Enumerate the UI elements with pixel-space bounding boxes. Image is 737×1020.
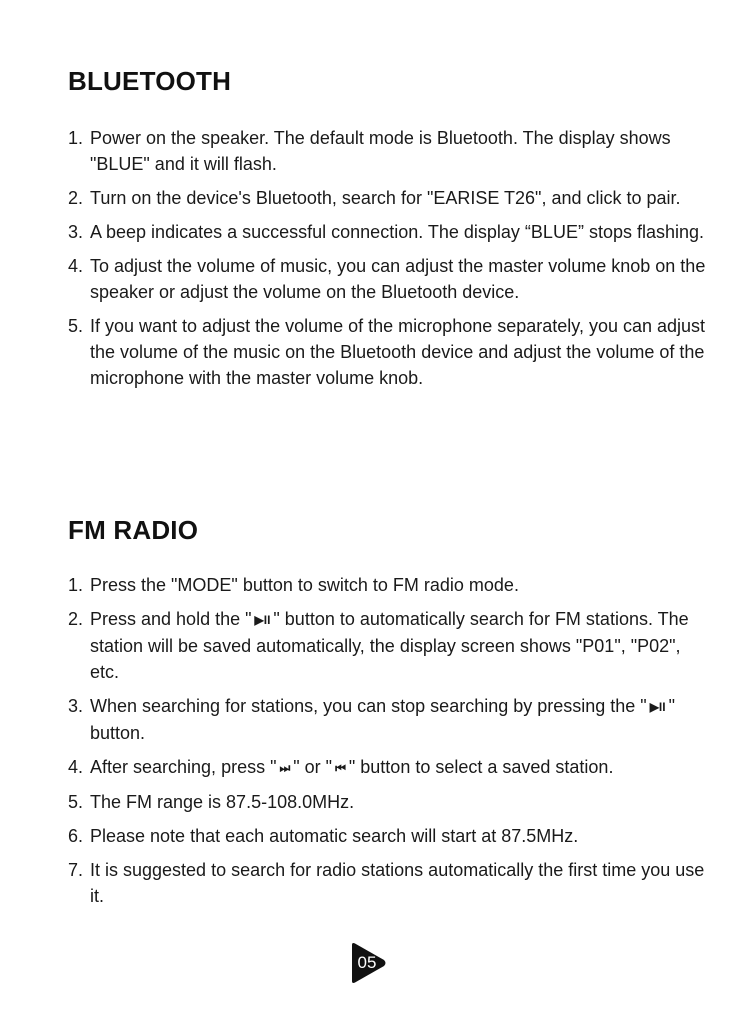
step-text-post: " button to automatically search for FM stations. The station will be saved automatically, the display screen shows "P01", "P02", etc.: [90, 609, 689, 682]
step-number: 1.: [68, 128, 84, 148]
bluetooth-heading: BLUETOOTH: [68, 66, 232, 96]
fm-step: [68, 857, 708, 909]
next-track-icon: ⏭: [279, 761, 291, 775]
step-text: It is suggested to search for radio stations automatically the first time you use it.: [90, 860, 705, 906]
step-text: Power on the speaker. The default mode is Bluetooth. The display shows "BLUE" and it will flash.: [90, 128, 671, 174]
step-number: 3.: [68, 222, 84, 242]
fm-step: [68, 572, 708, 598]
step-text-post: " button.: [90, 696, 675, 743]
step-number: 5.: [68, 316, 84, 336]
bluetooth-steps-list: [68, 125, 708, 399]
step-number: 4.: [68, 256, 84, 276]
bluetooth-step: [68, 219, 708, 245]
step-text: The FM range is 87.5-108.0MHz.: [90, 792, 355, 812]
page-number-badge: [348, 942, 388, 984]
bluetooth-step: [68, 185, 708, 211]
fm-step: [68, 823, 708, 849]
step-text-mid: " or ": [293, 757, 333, 777]
step-text-pre: When searching for stations, you can stop searching by pressing the ": [90, 696, 647, 716]
fm-step: [68, 789, 708, 815]
fm-step: [68, 754, 708, 781]
step-number: 7.: [68, 860, 84, 880]
step-number: 3.: [68, 696, 84, 716]
bluetooth-step: [68, 313, 708, 391]
fm-step: [68, 693, 708, 746]
step-text: A beep indicates a successful connection. The display “BLUE” stops flashing.: [90, 222, 705, 242]
step-number: 2.: [68, 609, 84, 629]
step-text: If you want to adjust the volume of the microphone separately, you can adjust the volume of the music on the Bluetooth device and adjust the volume of the microphone with the master volume knob.: [90, 316, 706, 388]
fm-step: [68, 606, 708, 685]
play-pause-icon: ▶II: [254, 613, 271, 627]
step-text-pre: Press and hold the ": [90, 609, 252, 629]
previous-track-icon: ⏮: [335, 761, 346, 775]
step-text: To adjust the volume of music, you can adjust the master volume knob on the speaker or adjust the volume on the Bluetooth device.: [90, 256, 706, 302]
step-number: 2.: [68, 188, 84, 208]
step-text-pre: After searching, press ": [90, 757, 277, 777]
step-text-post: " button to select a saved station.: [348, 757, 614, 777]
step-number: 6.: [68, 826, 84, 846]
step-text: Press the "MODE" button to switch to FM radio mode.: [90, 575, 519, 595]
step-number: 5.: [68, 792, 84, 812]
page-number: 05: [357, 953, 377, 972]
step-text: Please note that each automatic search will start at 87.5MHz.: [90, 826, 579, 846]
fm-radio-steps-list: [68, 572, 708, 917]
bluetooth-step: [68, 253, 708, 305]
step-number: 4.: [68, 757, 84, 777]
play-pause-icon: ▶II: [649, 700, 666, 714]
bluetooth-step: [68, 125, 708, 177]
fm-radio-heading: FM RADIO: [68, 515, 199, 545]
step-number: 1.: [68, 575, 84, 595]
step-text: Turn on the device's Bluetooth, search for "EARISE T26", and click to pair.: [90, 188, 681, 208]
